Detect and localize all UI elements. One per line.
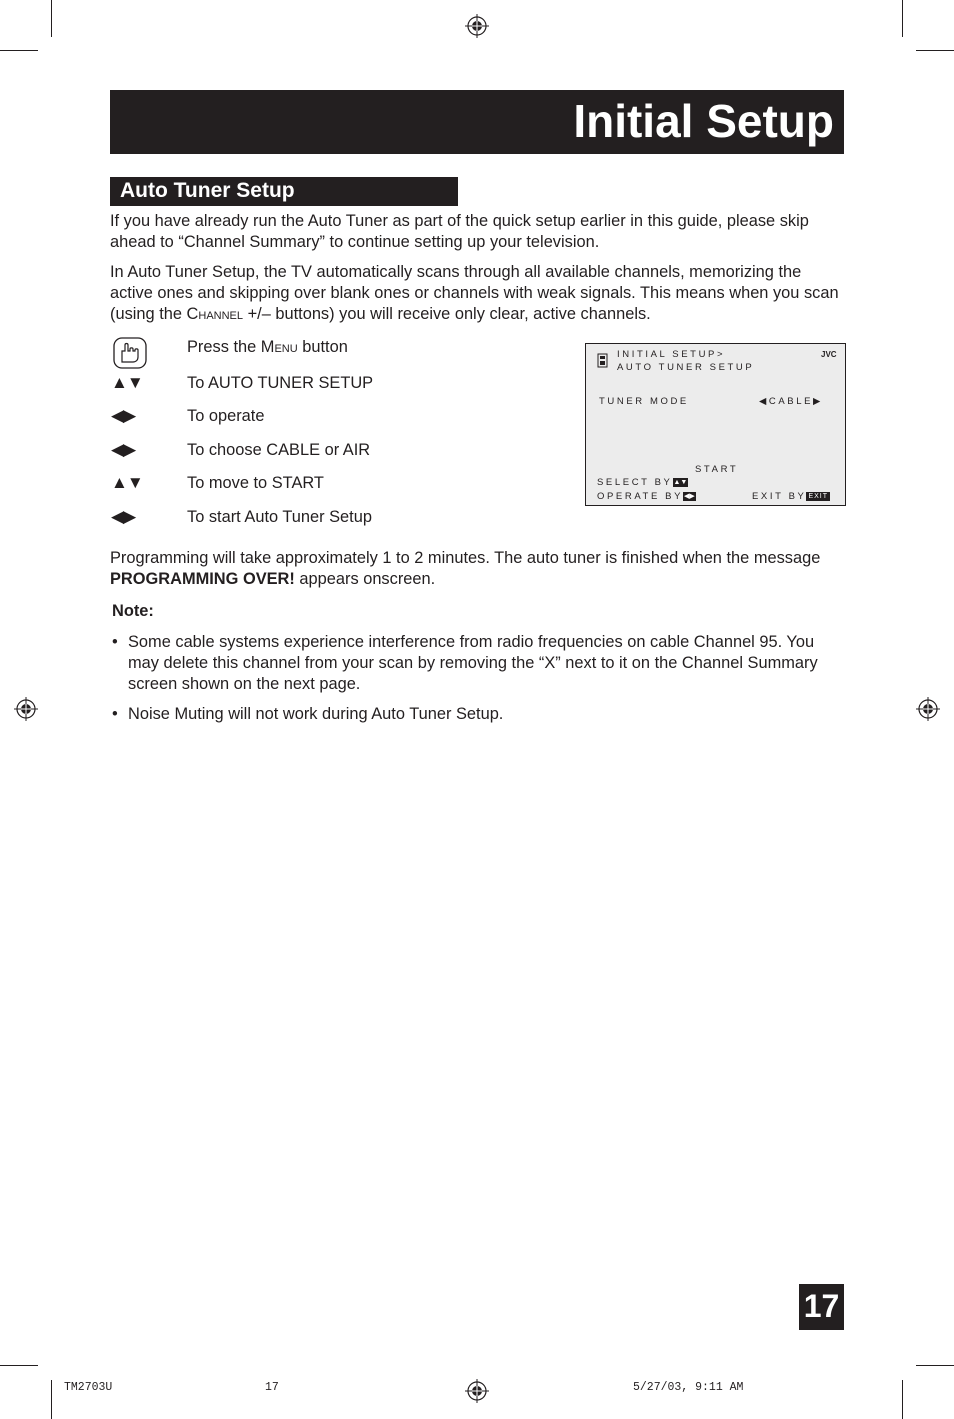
- programming-text-end: appears onscreen.: [294, 570, 436, 588]
- up-down-arrows-icon: ▲▼: [111, 473, 143, 492]
- intro-paragraph-1: If you have already run the Auto Tuner as part of the quick setup earlier in this guide, please skip ahead to “Channel Summary” to continue setting up your television.: [110, 212, 809, 251]
- page-number-box: [799, 1284, 844, 1330]
- section-title: Auto Tuner Setup: [120, 179, 295, 202]
- programming-paragraph: [110, 548, 846, 590]
- step-1-text-end: button: [297, 338, 348, 356]
- channel-button-name: Channel: [186, 305, 244, 323]
- crop-mark: [0, 50, 38, 51]
- step-1-text: [187, 335, 348, 359]
- note-bullet-text: Noise Muting will not work during Auto Tuner Setup.: [128, 705, 504, 723]
- crop-mark: [51, 0, 52, 37]
- lock-icon: [597, 353, 608, 368]
- left-right-arrows-icon: ◀▶: [111, 406, 136, 425]
- bullet-dot: •: [112, 705, 118, 723]
- osd-exit-label: EXIT BY: [752, 491, 807, 502]
- slug-date: 5/27/03, 9:11 AM: [633, 1381, 744, 1394]
- osd-breadcrumb: INITIAL SETUP>: [617, 349, 726, 360]
- registration-mark-icon: [916, 697, 940, 721]
- crop-mark: [902, 1380, 903, 1419]
- osd-operate-hint: [597, 491, 696, 502]
- osd-exit-key-icon: EXIT: [808, 493, 829, 500]
- bullet-dot: •: [112, 633, 118, 651]
- note-bullet: [112, 632, 832, 698]
- step-5-text: To move to START: [187, 474, 324, 492]
- osd-tuner-mode-label: TUNER MODE: [599, 396, 689, 407]
- left-right-arrows-icon: ◀▶: [111, 507, 136, 526]
- crop-mark: [916, 1365, 954, 1366]
- intro-paragraph-2-text-end: +/– buttons) you will receive only clear, active channels.: [243, 305, 651, 323]
- note-bullet-text: Some cable systems experience interference from radio frequencies on cable Channel 95. You may delete this channel from your scan by removing the “X” next to it on the Channel Summary screen shown on the next page.: [128, 633, 818, 693]
- osd-exit-hint: [752, 491, 830, 502]
- slug-page: 17: [265, 1381, 279, 1394]
- left-right-arrows-icon: ◀▶: [111, 440, 136, 459]
- slug-code: TM2703U: [64, 1381, 113, 1394]
- registration-mark-icon: [465, 14, 489, 38]
- osd-tuner-mode-value: ◀CABLE▶: [759, 396, 823, 407]
- osd-screen: [585, 343, 846, 506]
- note-bullet: [112, 704, 832, 726]
- registration-mark-icon: [465, 1379, 489, 1403]
- menu-button-name: Menu: [260, 338, 298, 356]
- step-6-text: To start Auto Tuner Setup: [187, 508, 372, 526]
- intro-paragraph-2: [110, 262, 846, 325]
- osd-select-label: SELECT BY: [597, 477, 673, 488]
- osd-up-down-key-icon: ▲▼: [673, 479, 688, 486]
- menu-hand-icon: [113, 337, 147, 369]
- page-title: Initial Setup: [573, 95, 834, 147]
- osd-select-hint: [597, 477, 688, 488]
- programming-over-message: PROGRAMMING OVER!: [110, 570, 295, 588]
- crop-mark: [902, 0, 903, 37]
- step-3-text: To operate: [187, 407, 265, 425]
- step-1-text-start: Press the: [187, 338, 261, 356]
- osd-title: AUTO TUNER SETUP: [617, 362, 755, 373]
- header-bar: [110, 90, 844, 154]
- osd-operate-label: OPERATE BY: [597, 491, 684, 502]
- crop-mark: [0, 1365, 38, 1366]
- crop-mark: [51, 1380, 52, 1419]
- step-4-text: To choose CABLE or AIR: [187, 441, 371, 459]
- note-label: Note:: [112, 602, 154, 620]
- step-2-text: To AUTO TUNER SETUP: [187, 374, 374, 392]
- up-down-arrows-icon: ▲▼: [111, 373, 143, 392]
- osd-start-item: START: [695, 464, 739, 475]
- crop-mark: [916, 50, 954, 51]
- programming-text: Programming will take approximately 1 to 2 minutes. The auto tuner is finished when the message: [110, 549, 821, 567]
- jvc-logo: JVC: [821, 350, 837, 359]
- intro-paragraph-2-text: In Auto Tuner Setup, the TV automatically scans through all available channels, memorizing the active ones and skipping over blank ones or channels with weak signals. This means when you scan (using the: [110, 263, 839, 323]
- osd-left-right-key-icon: ◀▶: [684, 493, 695, 500]
- registration-mark-icon: [14, 697, 38, 721]
- page-number: 17: [803, 1288, 840, 1324]
- section-heading-bar: [110, 177, 458, 206]
